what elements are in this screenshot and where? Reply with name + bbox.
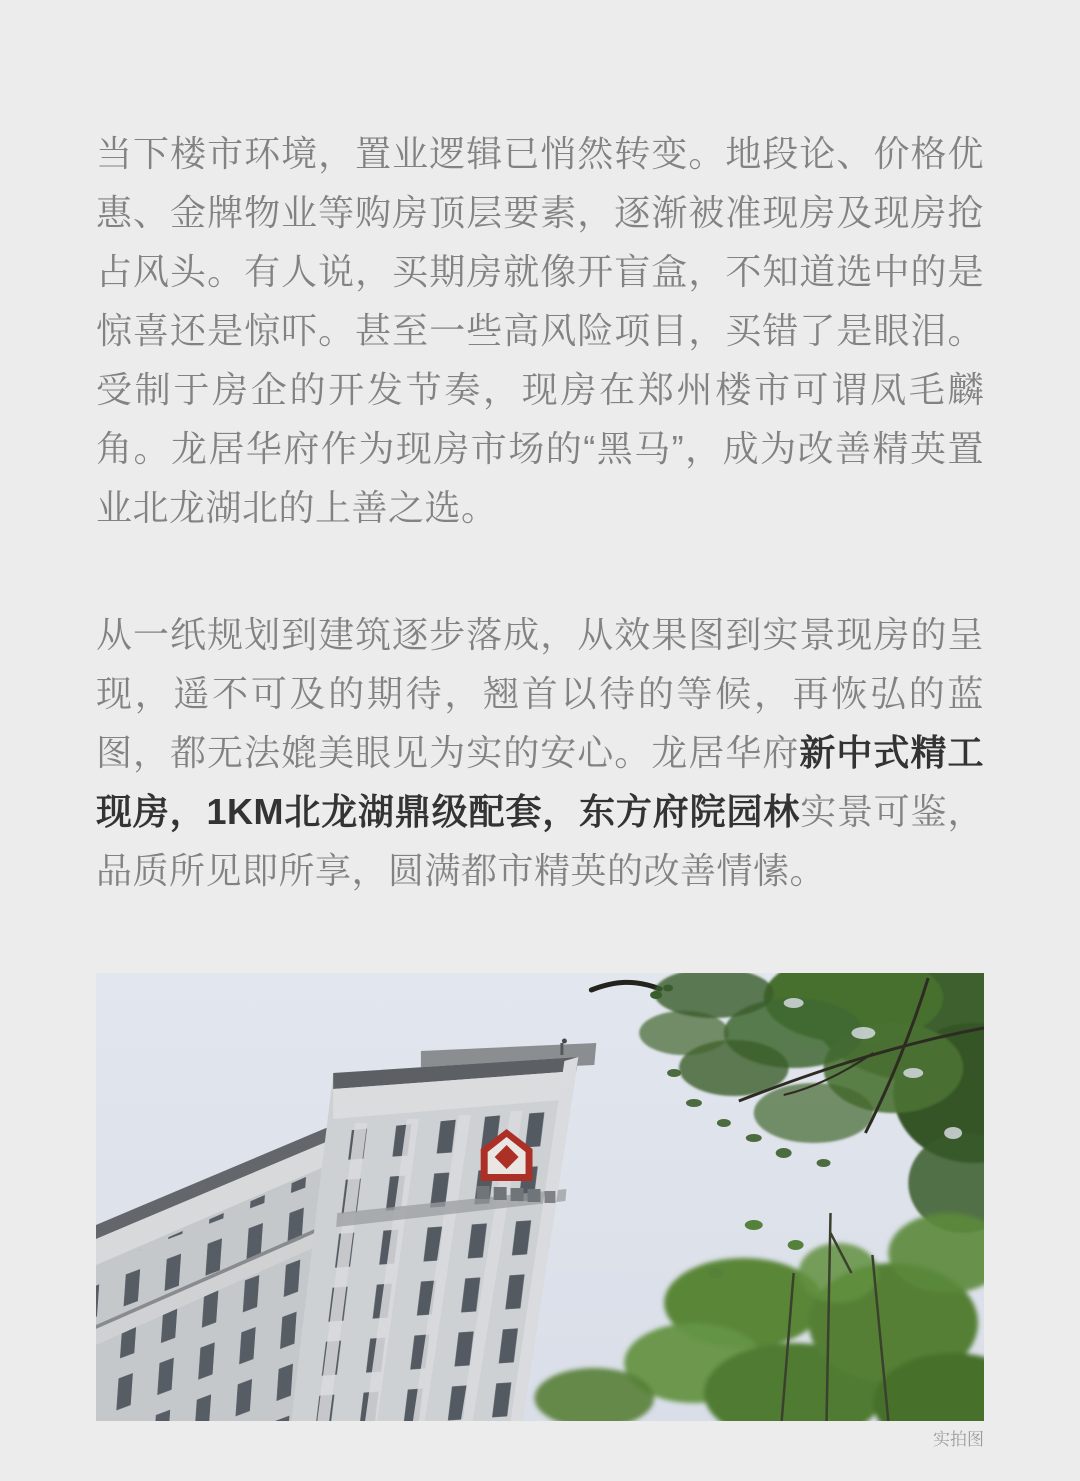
paragraph-2-highlight: 新中式精工现房，1KM北龙湖鼎级配套，东方府院园林 xyxy=(96,732,984,832)
paragraph-1: 当下楼市环境，置业逻辑已悄然转变。地段论、价格优惠、金牌物业等购房顶层要素，逐渐被准现房及现房抢占风头。有人说，买期房就像开盲盒，不知道选中的是惊喜还是惊吓。甚至一些高风险项目，买错了是眼泪。受制于房企的开发节奏，现房在郑州楼市可谓凤毛麟角。龙居华府作为现房市场的“黑马”，成为改善精英置业北龙湖北的上善之选。 xyxy=(96,133,984,528)
paragraph-2 xyxy=(96,605,984,900)
article-body xyxy=(96,124,984,1451)
photo-caption: 实拍图 xyxy=(933,1430,984,1449)
property-photo-figure xyxy=(96,973,984,1451)
paragraph-2-text-end: 实景可鉴，品质所见即所享，圆满都市精英的改善情愫。 xyxy=(96,791,984,891)
property-photo-illustration xyxy=(96,973,984,1421)
property-photo[interactable] xyxy=(96,973,984,1421)
paragraph-2-text: 从一纸规划到建筑逐步落成，从效果图到实景现房的呈现，遥不可及的期待，翘首以待的等候，再恢弘的蓝图，都无法媲美眼见为实的安心。龙居华府 xyxy=(96,614,984,773)
